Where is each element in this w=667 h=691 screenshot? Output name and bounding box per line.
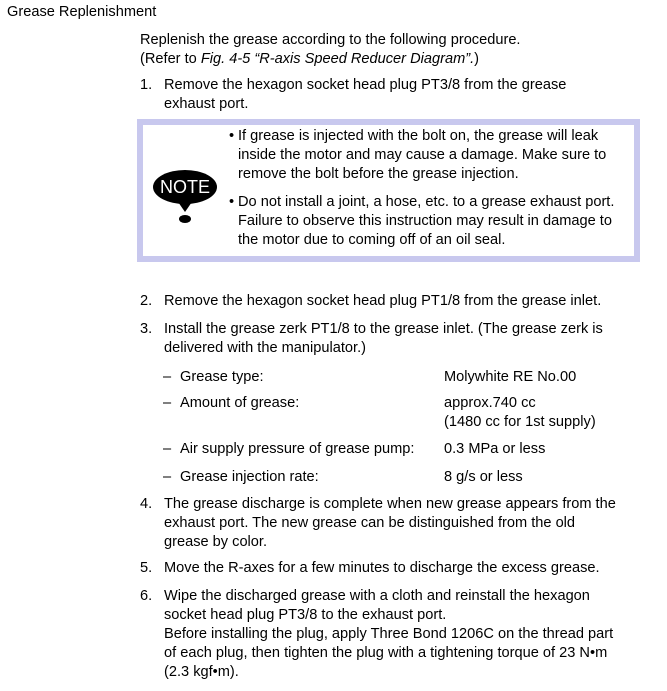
step-number: 3. — [140, 321, 153, 337]
step-text — [164, 559, 652, 578]
spec-value — [444, 468, 644, 487]
dash: – — [163, 395, 172, 411]
spec-value-line: 8 g/s or less — [444, 469, 523, 485]
spec-value — [444, 440, 644, 459]
step-text — [164, 292, 652, 311]
step-text — [164, 587, 652, 682]
dash: – — [163, 469, 172, 485]
note-line: inside the motor and may cause a damage. Make sure to — [238, 147, 607, 163]
step-number: 4. — [140, 496, 153, 512]
spec-value — [444, 394, 644, 432]
bullet: • — [229, 128, 235, 144]
step-line: grease by color. — [164, 534, 268, 550]
spec-value-line: 0.3 MPa or less — [444, 441, 546, 457]
note-line: the motor due to coming off of an oil seal. — [238, 232, 506, 248]
note-box — [137, 119, 640, 262]
intro-ref-suffix: ) — [474, 51, 480, 67]
step-text — [164, 76, 652, 114]
step-number: 2. — [140, 293, 153, 309]
bullet: • — [229, 194, 235, 210]
note-icon — [152, 169, 218, 225]
step-number: 6. — [140, 588, 153, 604]
step-line: exhaust port. The new grease can be distinguished from the old — [164, 515, 576, 531]
spec-label: Amount of grease: — [180, 395, 300, 411]
intro-line-1: Replenish the grease according to the following procedure. — [140, 32, 521, 48]
intro-ref-prefix: (Refer to — [140, 51, 201, 67]
spec-value-line: Molywhite RE No.00 — [444, 369, 577, 385]
step-line: (2.3 kgf•m). — [164, 664, 239, 680]
note-line: If grease is injected with the bolt on, the grease will leak — [238, 128, 599, 144]
step-number: 1. — [140, 77, 153, 93]
step-line: Move the R-axes for a few minutes to discharge the excess grease. — [164, 560, 600, 576]
step-number: 5. — [140, 560, 153, 576]
step-line: of each plug, then tighten the plug with a tightening torque of 23 N•m — [164, 645, 608, 661]
spec-value-line: (1480 cc for 1st supply) — [444, 414, 596, 430]
step-line: Install the grease zerk PT1/8 to the grease inlet. (The grease zerk is — [164, 321, 603, 337]
note-line: Do not install a joint, a hose, etc. to a grease exhaust port. — [238, 194, 615, 210]
step-line: Wipe the discharged grease with a cloth and reinstall the hexagon — [164, 588, 590, 604]
step-line: delivered with the manipulator.) — [164, 340, 366, 356]
intro-paragraph — [140, 31, 650, 69]
intro-line-2 — [140, 50, 650, 69]
note-line: Failure to observe this instruction may result in damage to — [238, 213, 612, 229]
dash: – — [163, 369, 172, 385]
note-content — [143, 125, 634, 256]
step-line: Remove the hexagon socket head plug PT3/8 from the grease — [164, 77, 567, 93]
spec-value-line: approx.740 cc — [444, 395, 536, 411]
step-line: socket head plug PT3/8 to the exhaust port. — [164, 607, 447, 623]
spec-label: Grease injection rate: — [180, 469, 319, 485]
step-line: Remove the hexagon socket head plug PT1/8 from the grease inlet. — [164, 293, 602, 309]
section-heading: Grease Replenishment — [7, 4, 157, 20]
note-line: remove the bolt before the grease injection. — [238, 166, 519, 182]
step-line: exhaust port. — [164, 96, 249, 112]
dash: – — [163, 441, 172, 457]
figure-reference: Fig. 4-5 “R-axis Speed Reducer Diagram”. — [200, 51, 475, 67]
note-text — [238, 193, 630, 250]
step-line: Before installing the plug, apply Three Bond 1206C on the thread part — [164, 626, 614, 642]
note-icon-label: NOTE — [159, 177, 211, 197]
spec-value — [444, 368, 644, 387]
step-text — [164, 320, 652, 358]
spec-label: Air supply pressure of grease pump: — [180, 441, 415, 457]
step-line: The grease discharge is complete when new grease appears from the — [164, 496, 616, 512]
note-text — [238, 127, 630, 184]
step-text — [164, 495, 652, 552]
spec-label: Grease type: — [180, 369, 264, 385]
